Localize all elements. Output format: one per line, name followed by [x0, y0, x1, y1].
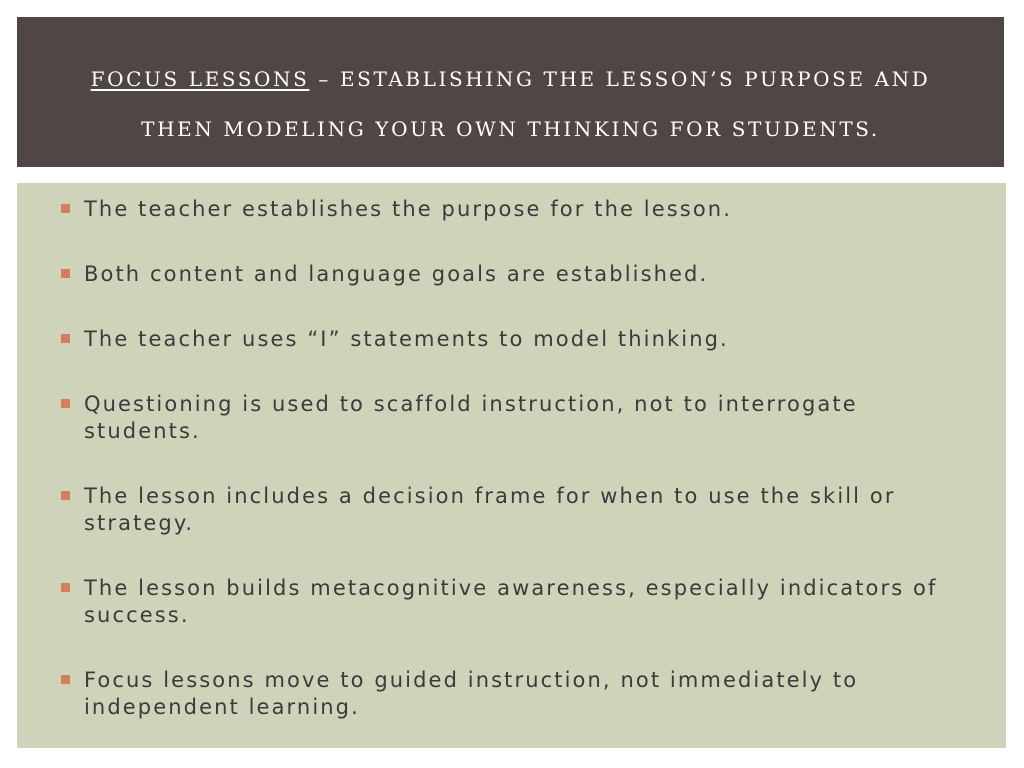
square-bullet-icon — [61, 675, 70, 684]
bullet-text-5: The lesson includes a decision frame for when to use the skill or strategy. — [84, 484, 896, 535]
square-bullet-icon — [61, 204, 70, 213]
title-underlined-term: FOCUS LESSONS — [90, 67, 310, 91]
bullet-item-1 — [61, 196, 976, 223]
title-bar — [17, 17, 1004, 167]
slide-title-line-2: THEN MODELING YOUR OWN THINKING FOR STUDENTS. — [141, 117, 880, 141]
bullet-item-4 — [61, 391, 976, 445]
square-bullet-icon — [61, 583, 70, 592]
slide-title-line-1 — [17, 54, 1004, 104]
bullet-item-7 — [61, 667, 976, 721]
square-bullet-icon — [61, 269, 70, 278]
bullet-item-3 — [61, 326, 976, 353]
bullet-item-5 — [61, 483, 976, 537]
bullet-item-2 — [61, 261, 976, 288]
square-bullet-icon — [61, 491, 70, 500]
bullet-text-4: Questioning is used to scaffold instruction, not to interrogate students. — [84, 392, 858, 443]
bullet-item-6 — [61, 575, 976, 629]
bullet-list — [61, 196, 976, 721]
square-bullet-icon — [61, 334, 70, 343]
bullet-text-7: Focus lessons move to guided instruction, not immediately to independent learning. — [84, 668, 859, 719]
bullet-text-3: The teacher uses “I” statements to model thinking. — [84, 327, 729, 351]
bullet-text-1: The teacher establishes the purpose for the lesson. — [84, 197, 732, 221]
bullet-text-6: The lesson builds metacognitive awareness, especially indicators of success. — [84, 576, 938, 627]
bullet-text-2: Both content and language goals are established. — [84, 262, 709, 286]
title-rest-line-1: – ESTABLISHING THE LESSON’S PURPOSE AND — [309, 67, 931, 91]
square-bullet-icon — [61, 399, 70, 408]
content-panel — [17, 183, 1006, 748]
